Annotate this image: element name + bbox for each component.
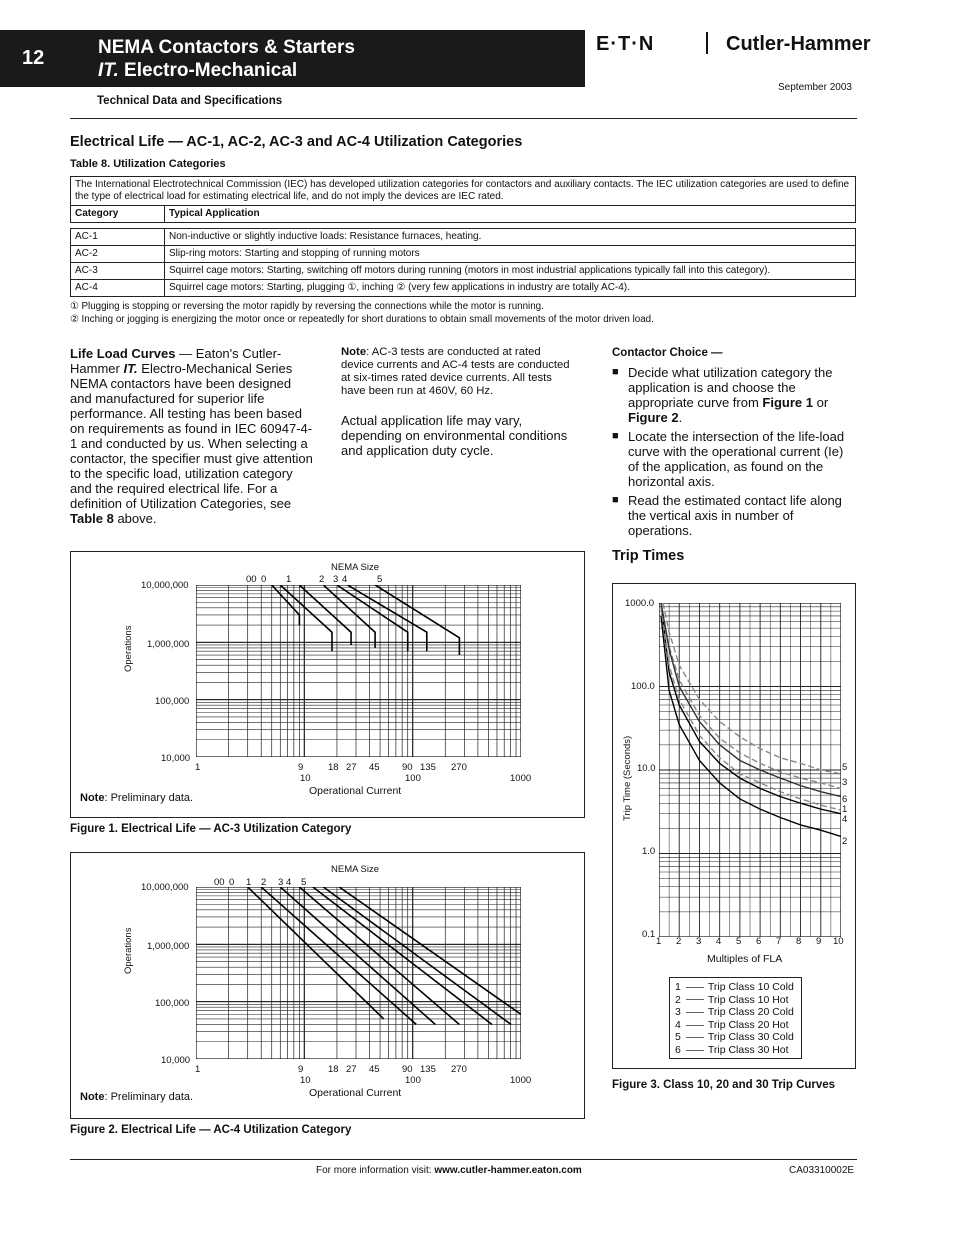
footer-rule	[70, 1159, 857, 1160]
application-paragraph: Actual application life may vary, depending on environmental conditions and application duty cycle.	[341, 413, 568, 458]
trip-curve-1	[661, 603, 841, 814]
x-tick: 18	[328, 1064, 339, 1075]
list-item	[612, 365, 856, 425]
table-row	[71, 229, 856, 246]
x-tick: 4	[716, 936, 722, 947]
nema-size-label: NEMA Size	[331, 864, 380, 875]
table-cell: Slip-ring motors: Starting and stopping of running motors	[165, 246, 856, 263]
footer-link-text	[316, 1165, 582, 1176]
size-label: 2	[261, 877, 267, 888]
curve-size-5	[375, 585, 459, 655]
x-tick: 90	[402, 762, 413, 773]
note-label: Note	[80, 792, 105, 804]
list-item: ■ Locate the intersection of the life-load curve with the operational current (Ie) of the application, as found on the horizontal axis.	[612, 429, 856, 489]
curve-size-3	[337, 585, 408, 651]
header-bar	[0, 30, 585, 87]
table-cell: Squirrel cage motors: Starting, plugging ①, inching ② (very few applications in industry are totally AC-4).	[165, 280, 856, 297]
figure-3-box	[612, 583, 856, 1069]
x-tick: 270	[451, 1064, 467, 1075]
table-cell: AC-1	[71, 229, 165, 246]
legend-line	[686, 1025, 704, 1026]
x-tick: 90	[402, 1064, 413, 1075]
size-label: 1	[286, 574, 292, 585]
table-cell: AC-2	[71, 246, 165, 263]
legend-line	[686, 999, 704, 1000]
y-tick: 10,000,000	[141, 882, 189, 893]
trip-curve-6	[661, 603, 841, 797]
cutler-hammer-logo: Cutler-Hammer	[726, 33, 871, 55]
figure-note	[80, 1091, 193, 1103]
x-tick: 1	[195, 762, 201, 773]
x-tick: 9	[298, 1064, 304, 1075]
figure-reference: Figure 2	[628, 410, 679, 425]
x-tick: 2	[676, 936, 682, 947]
size-label: 5	[301, 877, 307, 888]
table-intro: The International Electrotechnical Commission (IEC) has developed utilization categories for contactors and auxiliary contacts. The IEC utilization categories are used to define the type of electrical load for estimating electrical life, and do not imply the devices are IEC rated.	[71, 177, 856, 206]
table-cell: AC-4	[71, 280, 165, 297]
note-text: : Preliminary data.	[104, 792, 194, 804]
x-tick: 7	[776, 936, 782, 947]
trip-legend	[669, 977, 802, 1059]
text-span: or	[812, 395, 829, 410]
catalog-number: CA03310002E	[789, 1165, 855, 1176]
y-axis-label: Operations	[123, 927, 134, 974]
x-tick: 10	[300, 773, 311, 784]
page-number: 12	[22, 47, 45, 69]
curve-size-0	[280, 585, 332, 651]
y-tick: 1,000,000	[147, 941, 190, 952]
text-span: Decide what utilization category the application is and choose the appropriate curve from	[628, 365, 833, 410]
curve-label: 1	[842, 804, 848, 815]
size-label: 3	[333, 574, 339, 585]
table-header: Category	[71, 206, 165, 223]
y-tick: 10,000,000	[141, 580, 189, 591]
y-tick: 10,000	[161, 753, 191, 764]
legend-line	[686, 1050, 704, 1051]
it-span: IT.	[123, 361, 138, 376]
text-span: Electro-Mechanical Series NEMA contactors have been designed and manufactured for superior life performance. All testing has been based on requirements as found in IEC 60947-4-1 and conducted by us. When selecting a contactor, the specifier must give attention to the specific load, utilization category and the required electrical life. For a definition of Utilization Categories, see	[70, 361, 313, 511]
y-tick: 100,000	[155, 998, 190, 1009]
contactor-choice-list	[612, 365, 856, 542]
figure-3-chart	[659, 603, 841, 937]
curve-size-1	[280, 887, 435, 1024]
curve-size-2	[299, 887, 459, 1024]
section-header: Technical Data and Specifications	[97, 95, 283, 107]
y-tick: 100.0	[631, 681, 655, 692]
y-tick: 10.0	[637, 763, 656, 774]
curve-label: 2	[842, 836, 848, 847]
curve-label: 6	[842, 794, 848, 805]
figure-3-caption: Figure 3. Class 10, 20 and 30 Trip Curves	[612, 1079, 836, 1091]
table-row	[71, 263, 856, 280]
figure-2-caption: Figure 2. Electrical Life — AC-4 Utilization Category	[70, 1124, 352, 1136]
size-label: 3	[278, 877, 284, 888]
legend-number: 1	[675, 981, 681, 993]
x-tick: 1000	[510, 1075, 532, 1086]
legend-item	[675, 994, 801, 1007]
x-tick: 100	[405, 773, 421, 784]
figure-2-box	[70, 852, 585, 1119]
eaton-logo: E·T·N	[596, 33, 655, 55]
size-label: 2	[319, 574, 325, 585]
y-axis-label: Trip Time (Seconds)	[622, 735, 633, 821]
y-axis-label: Operations	[123, 625, 134, 672]
size-label: 4	[286, 877, 292, 888]
table-caption: Table 8. Utilization Categories	[70, 158, 226, 170]
table-cell: Non-inductive or slightly inductive loads: Resistance furnaces, heating.	[165, 229, 856, 246]
trip-curve-5	[663, 603, 841, 774]
x-tick: 9	[816, 936, 822, 947]
legend-item	[675, 1031, 801, 1044]
footer-visit: For more information visit:	[316, 1165, 435, 1176]
header-rule	[70, 118, 857, 119]
size-label: 1	[246, 877, 252, 888]
x-tick: 5	[736, 936, 742, 947]
x-axis-label: Operational Current	[309, 1087, 402, 1099]
x-tick: 45	[369, 762, 380, 773]
trip-curve-3	[661, 603, 841, 789]
x-tick: 1	[195, 1064, 201, 1075]
figure-1-caption: Figure 1. Electrical Life — AC-3 Utilization Category	[70, 823, 352, 835]
x-tick: 27	[346, 762, 357, 773]
curve-size-5	[339, 887, 521, 1014]
legend-label: Trip Class 20 Cold	[707, 1006, 794, 1019]
table-footnotes	[70, 300, 856, 326]
life-load-lead: Life Load Curves	[70, 346, 176, 361]
figure-reference: Figure 1	[762, 395, 813, 410]
size-label: 5	[377, 574, 383, 585]
nema-size-label: NEMA Size	[331, 562, 380, 573]
size-label: 00	[214, 877, 225, 888]
x-tick: 135	[420, 762, 436, 773]
size-label: 0	[261, 574, 267, 585]
x-axis-label: Multiples of FLA	[707, 953, 783, 965]
x-axis-label: Operational Current	[309, 785, 402, 797]
legend-line	[686, 1037, 704, 1038]
legend-label: Trip Class 20 Hot	[707, 1018, 789, 1031]
title-line-2	[98, 59, 355, 82]
note-label: Note	[341, 346, 367, 358]
curve-size-2	[323, 585, 375, 648]
x-tick: 8	[796, 936, 802, 947]
y-tick: 0.1	[642, 929, 656, 940]
x-tick: 100	[405, 1075, 421, 1086]
trip-times-title: Trip Times	[612, 548, 685, 564]
contactor-choice-title: Contactor Choice —	[612, 347, 723, 359]
legend-number: 4	[675, 1018, 681, 1031]
y-tick: 1.0	[642, 846, 656, 857]
table-row	[71, 280, 856, 297]
legend-line	[686, 987, 704, 988]
legend-item	[675, 1006, 801, 1019]
size-label: 0	[229, 877, 235, 888]
x-tick: 135	[420, 1064, 436, 1075]
footer-url[interactable]: www.cutler-hammer.eaton.com	[434, 1165, 582, 1176]
y-tick: 1,000,000	[147, 639, 190, 650]
text-span: — Eaton's Cutler-Hammer	[70, 346, 282, 376]
x-tick: 9	[298, 762, 304, 773]
life-load-paragraph	[70, 346, 315, 526]
utilization-table	[70, 176, 856, 297]
x-tick: 27	[346, 1064, 357, 1075]
legend-item	[675, 1019, 801, 1032]
x-tick: 10	[300, 1075, 311, 1086]
figure-1-chart	[196, 585, 521, 757]
legend-label: Trip Class 30 Cold	[707, 1031, 794, 1044]
logo-divider	[706, 32, 708, 54]
note-text: : AC-3 tests are conducted at rated device currents and AC-4 tests are conducted at six-times rated device currents. All tests have been run at 460V, 60 Hz.	[341, 346, 570, 397]
date: September 2003	[778, 82, 852, 93]
x-tick: 270	[451, 762, 467, 773]
plot-frame	[196, 585, 521, 757]
curve-size-00	[272, 585, 300, 625]
table-cell: AC-3	[71, 263, 165, 280]
x-tick: 45	[369, 1064, 380, 1075]
title-line-1: NEMA Contactors & Starters	[98, 37, 355, 58]
list-item: ■ Read the estimated contact life along the vertical axis in number of operations.	[612, 493, 856, 538]
title-it: IT.	[98, 60, 119, 81]
legend-label: Trip Class 10 Cold	[707, 981, 794, 993]
table-header: Typical Application	[165, 206, 856, 223]
legend-number: 5	[675, 1031, 681, 1044]
x-tick: 3	[696, 936, 702, 947]
legend-number: 6	[675, 1043, 681, 1056]
legend-item	[675, 981, 801, 994]
text-span: .	[678, 410, 683, 425]
curve-label: 5	[842, 762, 848, 773]
curve-size-4	[323, 887, 511, 1024]
note-label: Note	[80, 1091, 105, 1103]
x-tick: 6	[756, 936, 762, 947]
note-paragraph	[341, 346, 571, 398]
legend-number: 3	[675, 1006, 681, 1019]
table-reference: Table 8	[70, 511, 114, 526]
title-rest: Electro-Mechanical	[118, 60, 298, 81]
y-tick: 1000.0	[625, 598, 655, 609]
section-title: Electrical Life — AC-1, AC-2, AC-3 and AC-4 Utilization Categories	[70, 134, 523, 150]
x-tick: 18	[328, 762, 339, 773]
legend-label: Trip Class 30 Hot	[707, 1043, 789, 1056]
size-label: 4	[342, 574, 348, 585]
table-row	[71, 246, 856, 263]
text-span: above.	[113, 511, 157, 526]
figure-note	[80, 792, 193, 804]
table-cell: Squirrel cage motors: Starting, switching off motors during running (motors in most industrial applications typically fall into this category).	[165, 263, 856, 280]
x-tick: 1	[656, 936, 662, 947]
legend-line	[686, 1012, 704, 1013]
page-title	[98, 36, 355, 82]
curve-label: 4	[842, 814, 848, 825]
trip-curve-4	[661, 607, 841, 810]
y-tick: 10,000	[161, 1055, 191, 1066]
note-text: : Preliminary data.	[104, 1091, 194, 1103]
size-label: 00	[246, 574, 257, 585]
footnote: ② Inching or jogging is energizing the motor once or repeatedly for short durations to obtain small movements of the motor driven load.	[70, 314, 654, 325]
legend-item	[675, 1044, 801, 1057]
x-tick: 10	[833, 936, 844, 947]
y-tick: 100,000	[155, 696, 190, 707]
legend-label: Trip Class 10 Hot	[707, 993, 789, 1006]
legend-number: 2	[675, 993, 681, 1006]
figure-2-chart	[196, 887, 521, 1059]
footnote: ① Plugging is stopping or reversing the motor rapidly by reversing the connections while the motor is running.	[70, 301, 544, 312]
x-tick: 1000	[510, 773, 532, 784]
figure-1-box	[70, 551, 585, 818]
curve-label: 3	[842, 777, 848, 788]
